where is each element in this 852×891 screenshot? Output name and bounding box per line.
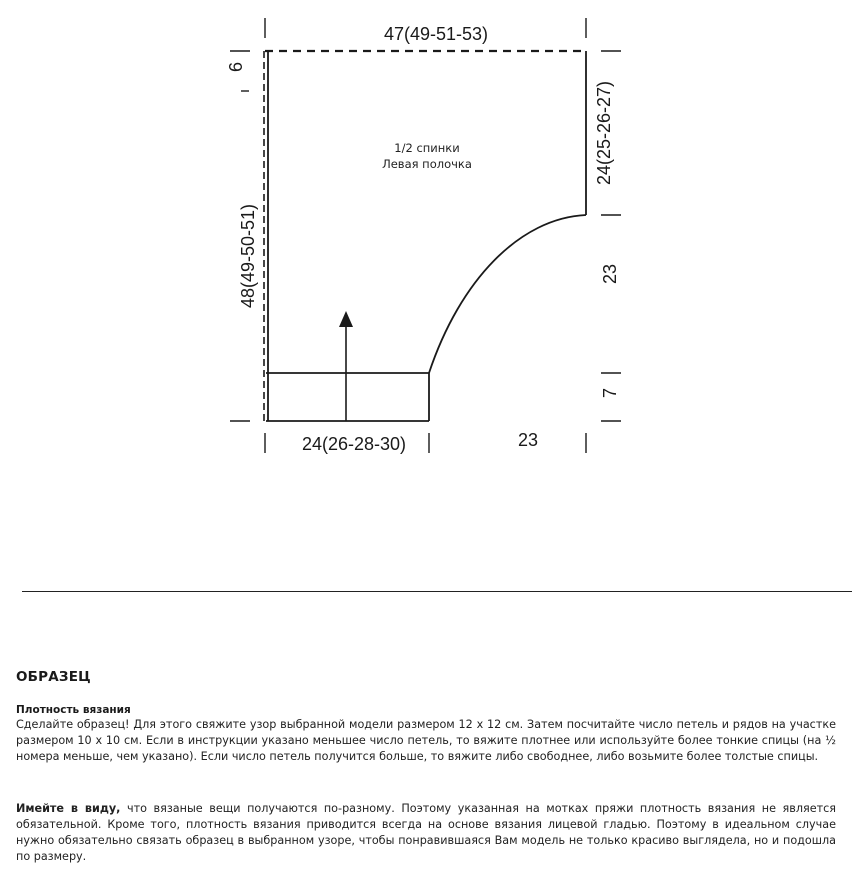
sample-title: ОБРАЗЕЦ <box>16 669 91 685</box>
right-lower-label: 7 <box>600 387 620 399</box>
gauge-subtitle: Плотность вязания <box>16 704 131 716</box>
note-text: что вязаные вещи получаются по-разному. Поэтому указанная на мотках пряжи плотность вязания не является обязательной. Кроме того, плотность вязания приводится всегда на основе вязания лицевой гладью. Поэтому в идеальном случае нужно обязательно связать образец в выбранном узоре, чтобы понравившаяся Вам модель не только красиво выглядела, но и подошла по размеру. <box>16 802 837 863</box>
top-left-segment-label: 6 <box>226 61 246 73</box>
piece-label-line1: 1/2 спинки <box>394 141 460 155</box>
left-height-label: 48(49-50-51) <box>238 203 258 309</box>
armhole-curve <box>429 215 586 373</box>
piece-label-line2: Левая полочка <box>382 157 472 171</box>
right-middle-label: 23 <box>600 263 620 285</box>
bottom-width-label: 24(26-28-30) <box>301 434 407 454</box>
gauge-paragraph: Сделайте образец! Для этого свяжите узор выбранной модели размером 12 х 12 см. Затем посчитайте число петель и рядов на участке размером 10 х 10 см. Если в инструкции указано меньшее число петель, то вяжите плотнее или используйте более тонкие спицы (на ½ номера меньше, чем указано). Если число петель получится больше, то вяжите либо свободнее, либо возьмите более толстые спицы. <box>16 718 836 763</box>
top-width-label: 47(49-51-53) <box>383 24 489 44</box>
bottom-right-label: 23 <box>517 430 539 450</box>
section-divider <box>22 591 852 592</box>
dimension-ticks <box>230 18 621 453</box>
note-paragraph <box>16 801 836 865</box>
right-upper-label: 24(25-26-27) <box>594 80 614 186</box>
note-lead: Имейте в виду, <box>16 802 121 815</box>
knitting-direction-arrow <box>339 311 353 421</box>
garment-outline <box>264 51 586 421</box>
